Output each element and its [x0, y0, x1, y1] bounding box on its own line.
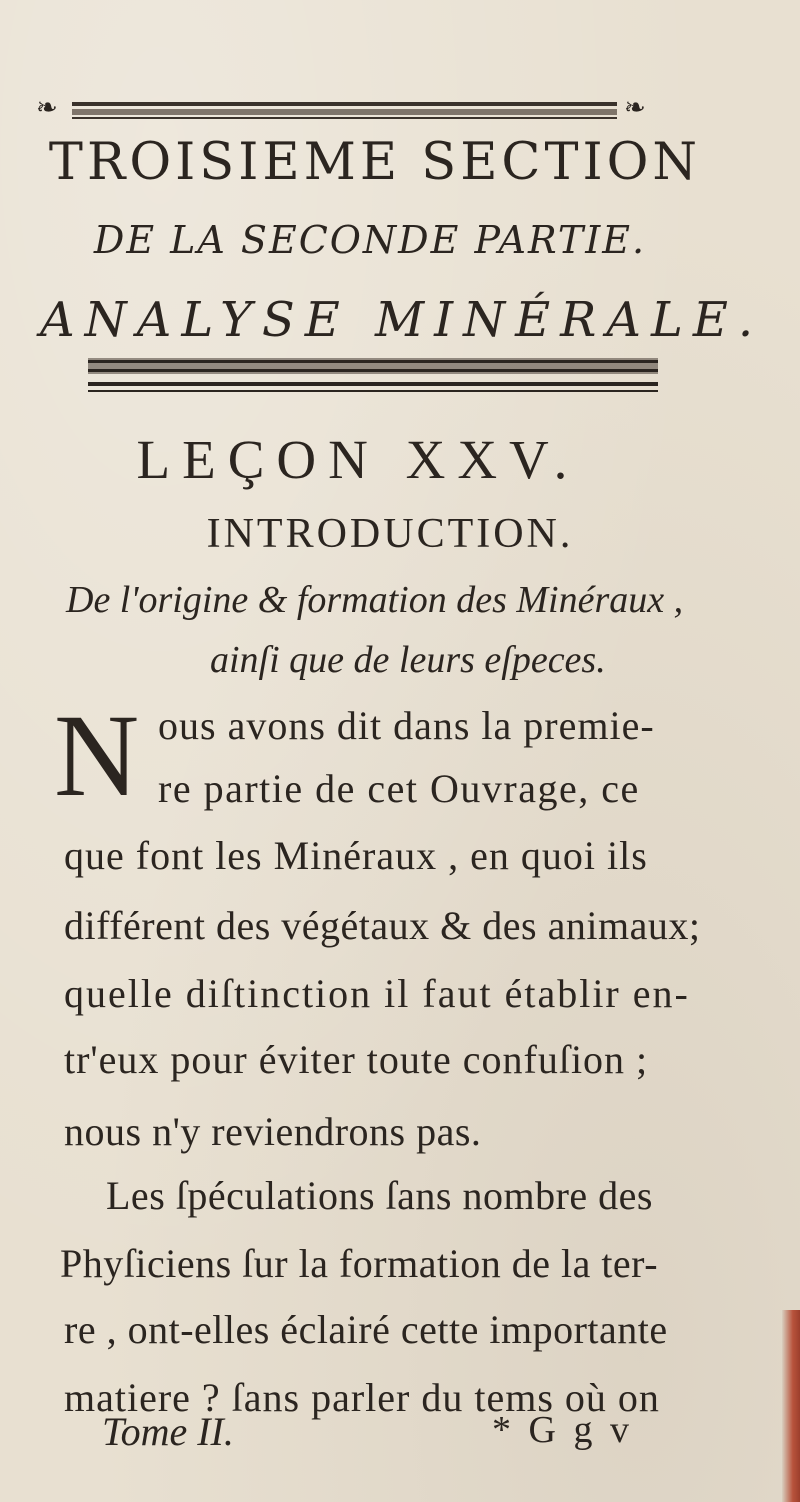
body-text-line: ous avons dit dans la premie- [158, 703, 655, 748]
right-fleuron-icon: ❧ [624, 93, 646, 123]
body-text-line: re , ont-elles éclairé cette importante [64, 1307, 668, 1352]
body-text-line: re partie de cet Ouvrage, ce [158, 766, 640, 811]
decorative-border-band [88, 350, 658, 402]
section-title: TROISIEME SECTION [48, 133, 702, 192]
top-ornament-rule [36, 88, 656, 128]
part-subtitle: DE LA SECONDE PARTIE. [93, 218, 647, 262]
lesson-subtitle-line-1: De l'origine & formation des Minéraux , [66, 579, 684, 621]
footer-volume-number: Tome II. [102, 1409, 234, 1454]
footer-signature-mark: * G g v [492, 1409, 633, 1451]
body-text-line: tr'eux pour éviter toute confuſion ; [64, 1037, 649, 1082]
body-text-line: que font les Minéraux , en quoi ils [64, 833, 648, 878]
lesson-number: LEÇON XXV. [136, 429, 580, 490]
body-text-line: différent des végétaux & des animaux; [64, 903, 701, 948]
drop-cap-letter: N [54, 690, 140, 821]
body-text-line: Les ſpéculations ſans nombre des [106, 1173, 653, 1218]
analysis-heading: ANALYSE MINÉRALE. [40, 292, 764, 348]
lesson-title: INTRODUCTION. [206, 511, 574, 557]
lesson-subtitle-line-2: ainſi que de leurs eſpeces. [210, 639, 606, 681]
body-text-line: quelle diſtinction il faut établir en- [64, 971, 690, 1016]
page-edge-strip [782, 1310, 800, 1502]
body-text-line: matiere ? ſans parler du tems où on [64, 1375, 660, 1420]
body-text-line: nous n'y reviendrons pas. [64, 1109, 482, 1154]
body-text-line: Phyſiciens ſur la formation de la ter- [60, 1241, 659, 1286]
left-fleuron-icon: ❧ [36, 93, 58, 123]
